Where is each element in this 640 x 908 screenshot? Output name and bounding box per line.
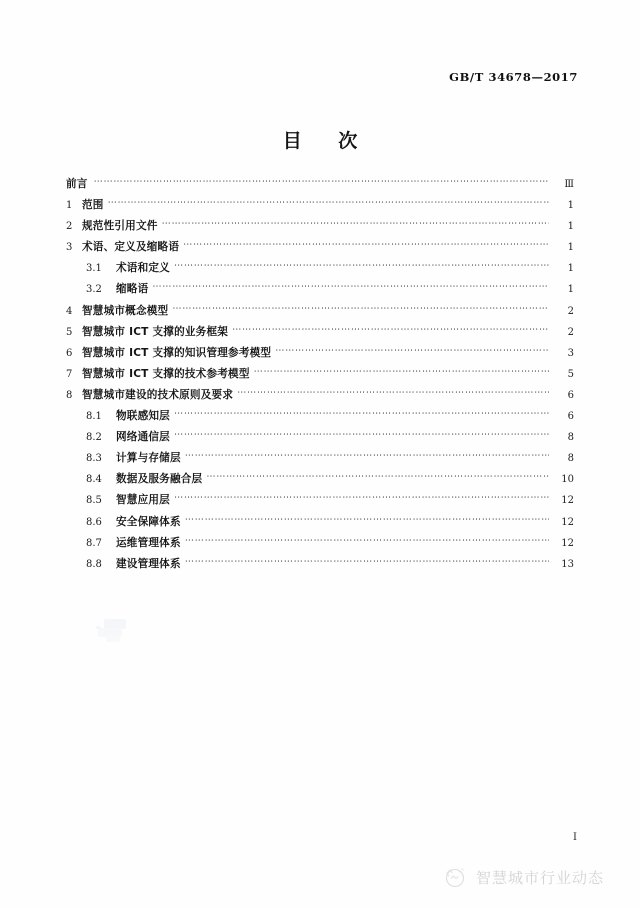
toc-entry-number: 8.4 <box>86 474 102 486</box>
toc-entry-number: 1 <box>66 200 73 212</box>
toc-entry-page: 1 <box>567 242 574 254</box>
toc-entry-page: 13 <box>561 558 574 570</box>
page-title: 目 次 <box>282 130 373 152</box>
toc-dot-leader <box>232 325 549 335</box>
toc-entry[interactable] <box>66 324 574 345</box>
toc-entry-label: 智慧城市建设的技术原则及要求 <box>82 388 234 401</box>
toc-dot-leader <box>185 451 549 461</box>
toc-entry-page: 10 <box>561 474 574 486</box>
toc-entry-page: 1 <box>567 200 574 212</box>
toc-entry-number: 3 <box>66 242 73 254</box>
toc-entry-page: Ⅲ <box>564 179 574 190</box>
toc-dot-leader <box>254 367 549 377</box>
toc-entry-label: 智慧城市 ICT 支撑的业务框架 <box>82 325 229 338</box>
toc-entry[interactable] <box>66 260 574 281</box>
toc-entry-label: 术语、定义及缩略语 <box>82 241 180 254</box>
toc-entry[interactable] <box>66 471 574 492</box>
toc-entry[interactable] <box>66 366 574 387</box>
toc-entry-number: 8.3 <box>86 453 102 465</box>
toc-entry[interactable] <box>66 239 574 260</box>
toc-entry-number: 8.7 <box>86 537 102 549</box>
toc-dot-leader <box>94 177 549 187</box>
toc-dot-leader <box>185 557 549 567</box>
watermark-shape <box>96 626 100 629</box>
toc-entry-number: 3.2 <box>86 284 102 296</box>
toc-entry[interactable] <box>66 450 574 471</box>
toc-entry[interactable] <box>66 197 574 218</box>
page-number: Ⅰ <box>573 832 577 843</box>
footer-watermark <box>442 864 604 890</box>
toc-entry-page: 8 <box>567 432 574 444</box>
toc-entry-page: 6 <box>567 389 574 401</box>
toc-dot-leader <box>162 219 549 229</box>
toc-entry[interactable] <box>66 408 574 429</box>
toc-entry-page: 12 <box>561 537 574 549</box>
toc-entry-number: 8.6 <box>86 516 102 528</box>
toc-dot-leader <box>174 409 549 419</box>
toc-entry-page: 5 <box>567 368 574 380</box>
toc-entry-label: 物联感知层 <box>116 410 170 423</box>
toc-entry[interactable] <box>66 429 574 450</box>
toc-entry-label: 范围 <box>82 199 104 212</box>
toc-dot-leader <box>174 493 549 503</box>
city-skyline-logo-icon <box>442 864 468 890</box>
toc-entry[interactable] <box>66 535 574 556</box>
toc-entry-label: 智慧应用层 <box>116 494 170 507</box>
toc-entry-number: 8 <box>66 389 73 401</box>
toc-dot-leader <box>174 261 549 271</box>
toc-dot-leader <box>275 346 549 356</box>
toc-dot-leader <box>172 304 549 314</box>
toc-dot-leader <box>152 282 549 292</box>
toc-entry[interactable] <box>66 303 574 324</box>
toc-entry[interactable] <box>66 281 574 302</box>
toc-dot-leader <box>185 536 549 546</box>
toc-entry-label: 智慧城市概念模型 <box>82 304 169 317</box>
toc-entry-number: 8.5 <box>86 495 102 507</box>
toc-entry[interactable] <box>66 218 574 239</box>
toc-entry[interactable] <box>66 387 574 408</box>
toc-entry-number: 8.1 <box>86 411 102 423</box>
toc-entry-number: 6 <box>66 347 73 359</box>
toc-entry-label: 安全保障体系 <box>116 515 181 528</box>
toc-entry[interactable] <box>66 176 574 197</box>
toc-entry-label: 智慧城市 ICT 支撑的技术参考模型 <box>82 367 250 380</box>
toc-dot-leader <box>174 430 549 440</box>
toc-dot-leader <box>237 388 549 398</box>
toc-dot-leader <box>206 472 549 482</box>
toc-entry-label: 前言 <box>66 178 88 190</box>
toc-entry-page: 1 <box>567 284 574 296</box>
toc-entry-number: 5 <box>66 326 73 338</box>
toc-entry-label: 规范性引用文件 <box>82 220 158 233</box>
watermark-shape <box>106 635 120 642</box>
toc-entry[interactable] <box>66 492 574 513</box>
toc-dot-leader <box>108 198 549 208</box>
toc-entry-page: 8 <box>567 453 574 465</box>
standard-code-header: GB/T 34678—2017 <box>449 70 578 84</box>
toc-entry-label: 网络通信层 <box>116 431 170 444</box>
toc-entry-number: 4 <box>66 305 73 317</box>
toc-entry-number: 8.2 <box>86 432 102 444</box>
table-of-contents <box>66 176 574 577</box>
toc-entry-label: 建设管理体系 <box>116 557 181 570</box>
toc-entry-label: 运维管理体系 <box>116 536 181 549</box>
toc-entry-label: 智慧城市 ICT 支撑的知识管理参考模型 <box>82 346 272 359</box>
toc-entry-label: 术语和定义 <box>116 262 170 275</box>
toc-entry[interactable] <box>66 345 574 366</box>
toc-entry-number: 3.1 <box>86 263 102 275</box>
toc-entry-page: 2 <box>567 326 574 338</box>
footer-watermark-text: 智慧城市行业动态 <box>475 868 604 887</box>
body-watermark-icon <box>96 617 130 645</box>
toc-entry-page: 2 <box>567 305 574 317</box>
toc-dot-leader <box>185 515 549 525</box>
toc-entry-number: 8.8 <box>86 558 102 570</box>
toc-entry-label: 缩略语 <box>116 283 149 296</box>
toc-entry-page: 1 <box>567 263 574 275</box>
toc-entry-number: 2 <box>66 221 73 233</box>
toc-entry-label: 计算与存储层 <box>116 452 181 465</box>
toc-entry-page: 1 <box>567 221 574 233</box>
toc-entry[interactable] <box>66 514 574 535</box>
toc-entry-page: 6 <box>567 411 574 423</box>
toc-entry[interactable] <box>66 556 574 577</box>
toc-entry-number: 7 <box>66 368 73 380</box>
toc-entry-page: 3 <box>567 347 574 359</box>
toc-entry-page: 12 <box>561 516 574 528</box>
toc-dot-leader <box>183 240 549 250</box>
toc-entry-label: 数据及服务融合层 <box>116 473 203 486</box>
toc-entry-page: 12 <box>561 495 574 507</box>
